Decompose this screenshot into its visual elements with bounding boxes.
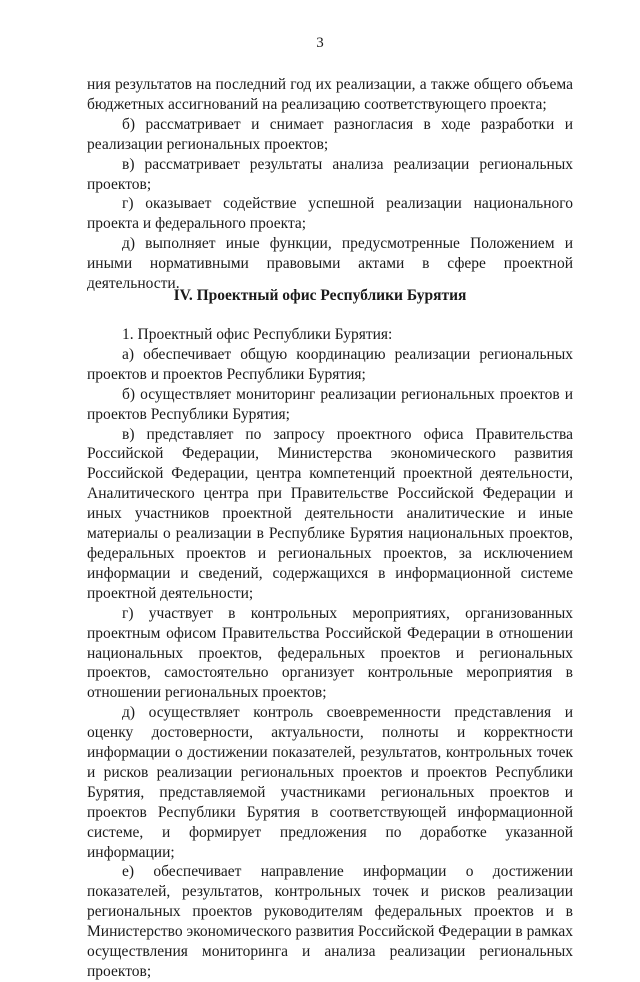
bottom-section: [87, 325, 573, 982]
paragraph-a: а) обеспечивает общую координацию реализации региональных проектов и проектов Республики Бурятия;: [87, 345, 573, 383]
section-heading: IV. Проектный офис Республики Бурятия: [173, 287, 467, 304]
paragraph-v: в) рассматривает результаты анализа реализации региональных проектов;: [87, 155, 573, 193]
paragraph-1: 1. Проектный офис Республики Бурятия:: [122, 326, 393, 343]
top-section: [87, 75, 573, 294]
page-number: 3: [316, 35, 324, 51]
paragraph-continuation: ния результатов на последний год их реализации, а также общего объема бюджетных ассигнований на реализацию соответствующего проекта;: [87, 76, 573, 113]
paragraph-d: д) выполняет иные функции, предусмотренные Положением и иными нормативными правовыми актами в сфере проектной деятельности.: [87, 235, 573, 293]
paragraph-e: е) обеспечивает направление информации о достижении показателей, результатов, контрольных точек и рисков реализации региональных проектов руководителям федеральных проектов и в Министерство экономического развития Российской Федерации в рамках осуществления мониторинга и анализа реализации региональных проектов;: [87, 863, 573, 980]
paragraph-b: б) рассматривает и снимает разногласия в ходе разработки и реализации региональных проектов;: [87, 115, 573, 153]
paragraph-g: г) участвует в контрольных мероприятиях, организованных проектным офисом Правительства Российской Федерации в отношении национальных проектов, федеральных проектов и региональных проектов, самостоятельно организует контрольные мероприятия в отношении региональных проектов;: [87, 604, 573, 702]
paragraph-b: б) осуществляет мониторинг реализации региональных проектов и проектов Республики Бурятия;: [87, 385, 573, 423]
paragraph-g: г) оказывает содействие успешной реализации национального проекта и федерального проекта;: [87, 195, 573, 233]
paragraph-d: д) осуществляет контроль своевременности представления и оценку достоверности, актуальности, полноты и корректности информации о достижении показателей, результатов, контрольных точек и рисков реализации региональных проектов и проектов Республики Бурятия, представляемой участниками региональных проектов и проектов Республики Бурятия в соответствующей информационной системе, и формирует предложения по доработке указанной информации;: [87, 704, 573, 861]
paragraph-v: в) представляет по запросу проектного офиса Правительства Российской Федерации, Министерства экономического развития Российской Федерации, центра компетенций проектной деятельности, Аналитического центра при Правительстве Российской Федерации и иных участников проектной деятельности аналитические и иные материалы о реализации в Республике Бурятия национальных проектов, федеральных проектов и региональных проектов, за исключением информации и сведений, содержащихся в информационной системе проектной деятельности;: [87, 425, 573, 602]
